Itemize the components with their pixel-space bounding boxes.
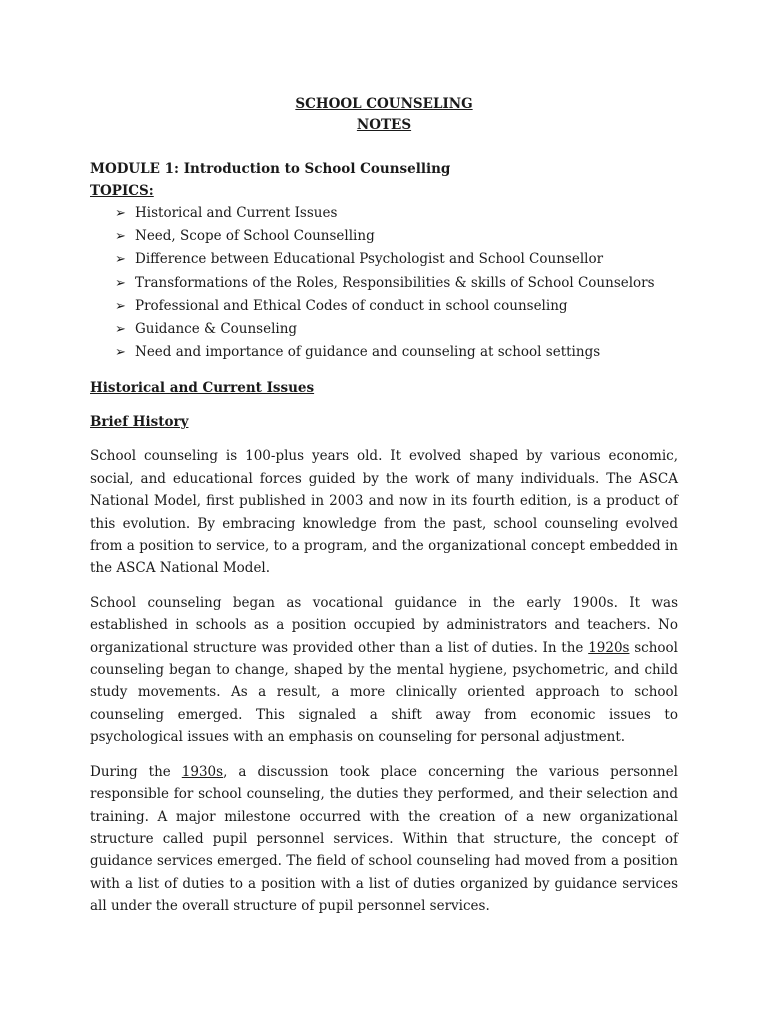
arrow-bullet-icon: ➢ bbox=[115, 206, 126, 221]
topics-heading: TOPICS: bbox=[90, 183, 154, 199]
topic-item bbox=[115, 202, 678, 225]
paragraph-2 bbox=[90, 592, 678, 749]
document-page bbox=[90, 94, 678, 918]
topic-text: Historical and Current Issues bbox=[135, 205, 338, 221]
paragraph-2-text-before: School counseling began as vocational guidance in the early 1900s. It was established in schools as a position occupied by administrators and teachers. No organizational structure was provided other than a list of duties. In the bbox=[90, 594, 678, 656]
topic-item bbox=[115, 248, 678, 271]
paragraph-1: School counseling is 100-plus years old. It evolved shaped by various economic, social, and educational forces guided by the work of many individuals. The ASCA National Model, first published in 2003 and now in its fourth edition, is a product of this evolution. By embracing knowledge from the past, school counseling evolved from a position to service, to a program, and the organizational concept embedded in the ASCA National Model. bbox=[90, 448, 678, 577]
arrow-bullet-icon: ➢ bbox=[115, 298, 126, 314]
arrow-bullet-icon: ➢ bbox=[115, 229, 126, 245]
topic-text: Need, Scope of School Counselling bbox=[135, 228, 375, 245]
arrow-bullet-icon: ➢ bbox=[115, 252, 126, 268]
topic-text: Difference between Educational Psychologist and School Counsellor bbox=[135, 251, 604, 268]
subsection-heading: Brief History bbox=[90, 414, 189, 431]
module-heading: MODULE 1: Introduction to School Counselling bbox=[90, 161, 451, 177]
link-1930s[interactable]: 1930s bbox=[181, 763, 224, 780]
topic-item bbox=[115, 318, 678, 341]
paragraph-2-text-after: school counseling began to change, shaped by the mental hygiene, psychometric, and child study movements. As a result, a more clinically oriented approach to school counseling emerged. This signaled a shift away from economic issues to psychological issues with an emphasis on counseling for personal adjustment. bbox=[90, 639, 678, 746]
topic-text: Transformations of the Roles, Responsibilities & skills of School Counselors bbox=[135, 274, 655, 291]
topic-item bbox=[115, 341, 678, 364]
title-line-1: SCHOOL COUNSELING bbox=[295, 96, 473, 112]
arrow-bullet-icon: ➢ bbox=[115, 322, 126, 338]
link-1920s[interactable]: 1920s bbox=[588, 639, 630, 656]
paragraph-3 bbox=[90, 761, 678, 918]
paragraph-3-text-before: During the bbox=[90, 763, 182, 780]
document-title bbox=[90, 94, 678, 136]
arrow-bullet-icon: ➢ bbox=[115, 345, 126, 361]
section-heading: Historical and Current Issues bbox=[90, 380, 315, 397]
topic-item bbox=[115, 272, 678, 295]
topic-item bbox=[115, 295, 678, 318]
topic-text: Guidance & Counseling bbox=[135, 321, 298, 338]
topic-text: Need and importance of guidance and counseling at school settings bbox=[135, 344, 601, 361]
paragraph-3-text-after: , a discussion took place concerning the various personnel responsible for school counseling, the duties they performed, and their selection and training. A major milestone occurred with the creation of a new organizational structure called pupil personnel services. Within that structure, the concept of guidance services emerged. The field of school counseling had moved from a position with a list of duties to a position with a list of duties organized by guidance services all under the overall structure of pupil personnel services. bbox=[90, 763, 678, 915]
arrow-bullet-icon: ➢ bbox=[115, 275, 126, 291]
topics-list bbox=[90, 202, 678, 364]
topic-text: Professional and Ethical Codes of conduct in school counseling bbox=[135, 297, 568, 314]
title-line-2: NOTES bbox=[356, 117, 412, 133]
topic-item bbox=[115, 225, 678, 248]
